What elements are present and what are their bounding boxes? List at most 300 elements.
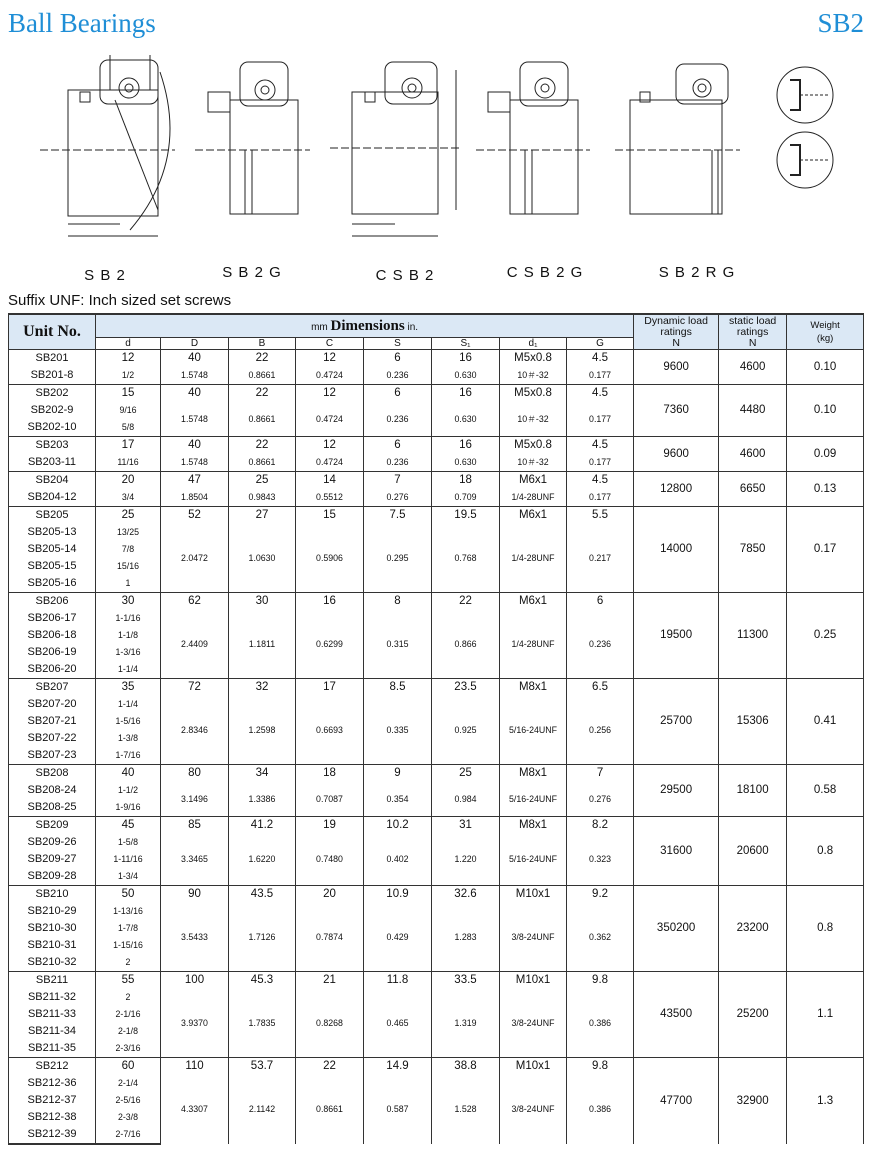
dim-d-inch: 2.8346 — [161, 696, 229, 765]
dynamic-load-value: 29500 — [634, 765, 719, 817]
dim-s1-inch: 0.630 — [432, 367, 500, 385]
dim-b-mm: 53.7 — [229, 1058, 296, 1076]
dim-s-mm: 7.5 — [364, 507, 432, 525]
dim-d-mm: 40 — [161, 437, 229, 455]
dim-s1-mm: 33.5 — [432, 972, 500, 990]
weight-value: 0.58 — [787, 765, 864, 817]
dim-d-inch: 1.5748 — [161, 402, 229, 437]
dim-s1-inch: 1.220 — [432, 834, 500, 886]
static-load-value: 20600 — [719, 817, 787, 886]
unit-number: SB212 — [9, 1058, 96, 1076]
bore-inch: 1-1/8 — [96, 627, 161, 644]
dynamic-load-value: 31600 — [634, 817, 719, 886]
bore-inch: 5/8 — [96, 419, 161, 437]
unit-number: SB211 — [9, 972, 96, 990]
unit-number: SB203-11 — [9, 454, 96, 472]
bore-inch: 1-11/16 — [96, 851, 161, 868]
dim-ds-mm: M6x1 — [500, 472, 567, 490]
dim-d-mm: 110 — [161, 1058, 229, 1076]
dynamic-load-value: 7360 — [634, 385, 719, 437]
dim-b-mm: 22 — [229, 385, 296, 403]
dim-d-inch: 4.3307 — [161, 1075, 229, 1144]
unit-number: SB201-8 — [9, 367, 96, 385]
table-row — [9, 765, 864, 783]
dim-d-mm: 47 — [161, 472, 229, 490]
static-load-value: 4600 — [719, 350, 787, 385]
dynamic-load-value: 25700 — [634, 679, 719, 765]
dim-s-inch: 0.587 — [364, 1075, 432, 1144]
static-load-value: 11300 — [719, 593, 787, 679]
dim-b-mm: 32 — [229, 679, 296, 697]
bore-inch: 1-13/16 — [96, 903, 161, 920]
unit-number: SB208 — [9, 765, 96, 783]
dim-d-mm: 80 — [161, 765, 229, 783]
dim-d-inch: 2.0472 — [161, 524, 229, 593]
dim-s-mm: 10.9 — [364, 886, 432, 904]
weight-value: 1.1 — [787, 972, 864, 1058]
dynamic-load-header: Dynamic load ratings N — [634, 314, 719, 350]
dim-g-mm: 5.5 — [567, 507, 634, 525]
dim-c-mm: 14 — [296, 472, 364, 490]
bore-inch: 7/8 — [96, 541, 161, 558]
dim-s-inch: 0.335 — [364, 696, 432, 765]
dim-s1-mm: 25 — [432, 765, 500, 783]
weight-value: 0.25 — [787, 593, 864, 679]
dim-c-inch: 0.5512 — [296, 489, 364, 507]
bore-inch: 1-7/8 — [96, 920, 161, 937]
weight-value: 1.3 — [787, 1058, 864, 1145]
dim-g-mm: 4.5 — [567, 350, 634, 368]
bore-inch: 1-5/16 — [96, 713, 161, 730]
dim-s1-inch: 0.984 — [432, 782, 500, 817]
series-code: SB2 — [817, 8, 864, 38]
dim-g-inch: 0.177 — [567, 454, 634, 472]
dim-s1-mm: 19.5 — [432, 507, 500, 525]
dim-d-inch: 2.4409 — [161, 610, 229, 679]
dim-ds-inch: 10＃-32 — [500, 454, 567, 472]
dim-g-inch: 0.386 — [567, 1075, 634, 1144]
bore-inch: 2-1/16 — [96, 1006, 161, 1023]
dim-d-mm: 40 — [161, 385, 229, 403]
dim-s1-inch: 1.283 — [432, 903, 500, 972]
dim-c-inch: 0.7874 — [296, 903, 364, 972]
bore-inch: 2 — [96, 989, 161, 1006]
static-load-value: 23200 — [719, 886, 787, 972]
unit-number: SB211-32 — [9, 989, 96, 1006]
dim-ds-mm: M6x1 — [500, 507, 567, 525]
unit-number: SB201 — [9, 350, 96, 368]
dynamic-load-value: 12800 — [634, 472, 719, 507]
dim-ds-mm: M10x1 — [500, 886, 567, 904]
dim-ds-mm: M5x0.8 — [500, 350, 567, 368]
dimensions-header — [96, 314, 634, 338]
dim-s1-mm: 38.8 — [432, 1058, 500, 1076]
table-row — [9, 679, 864, 697]
dim-ds-mm: M5x0.8 — [500, 385, 567, 403]
drawing-label-sb2g: S B 2 G — [222, 264, 282, 281]
dim-c-mm: 20 — [296, 886, 364, 904]
weight-header: Weight (kg) — [787, 314, 864, 350]
dynamic-load-value: 14000 — [634, 507, 719, 593]
dim-s1-inch: 0.709 — [432, 489, 500, 507]
dim-b-inch: 1.7126 — [229, 903, 296, 972]
page-title: Ball Bearings — [8, 8, 156, 38]
unit-number: SB204-12 — [9, 489, 96, 507]
dim-c-inch: 0.7087 — [296, 782, 364, 817]
csb2-drawing — [330, 62, 460, 236]
sb2rg-drawing — [615, 64, 740, 214]
csb2g-drawing — [476, 62, 590, 214]
dim-c-inch: 0.4724 — [296, 454, 364, 472]
dim-d-mm: 40 — [161, 350, 229, 368]
bore-mm: 40 — [96, 765, 161, 783]
bore-mm: 12 — [96, 350, 161, 368]
table-row — [9, 385, 864, 403]
dim-c-mm: 21 — [296, 972, 364, 990]
bore-inch: 9/16 — [96, 402, 161, 419]
bore-inch: 1-1/2 — [96, 782, 161, 799]
dim-d-mm: 72 — [161, 679, 229, 697]
dim-s-mm: 7 — [364, 472, 432, 490]
dynamic-load-value: 9600 — [634, 437, 719, 472]
bore-inch: 1-9/16 — [96, 799, 161, 817]
bore-inch: 1-1/4 — [96, 661, 161, 679]
dim-s-mm: 9 — [364, 765, 432, 783]
unit-number: SB205-16 — [9, 575, 96, 593]
col-d: d — [96, 338, 161, 350]
dim-ds-mm: M6x1 — [500, 593, 567, 611]
unit-number: SB207-20 — [9, 696, 96, 713]
dim-g-inch: 0.256 — [567, 696, 634, 765]
dim-d-inch: 3.3465 — [161, 834, 229, 886]
static-load-value: 7850 — [719, 507, 787, 593]
dim-s1-mm: 16 — [432, 437, 500, 455]
bore-inch: 2-1/8 — [96, 1023, 161, 1040]
dim-g-inch: 0.177 — [567, 489, 634, 507]
weight-value: 0.41 — [787, 679, 864, 765]
dim-b-inch: 0.9843 — [229, 489, 296, 507]
weight-value: 0.10 — [787, 385, 864, 437]
unit-number: SB210-29 — [9, 903, 96, 920]
dim-ds-inch: 3/8-24UNF — [500, 1075, 567, 1144]
bore-inch: 1-3/4 — [96, 868, 161, 886]
bore-mm: 25 — [96, 507, 161, 525]
dim-g-mm: 9.8 — [567, 972, 634, 990]
dim-s-mm: 14.9 — [364, 1058, 432, 1076]
weight-value: 0.8 — [787, 817, 864, 886]
dim-g-inch: 0.323 — [567, 834, 634, 886]
dim-g-inch: 0.236 — [567, 610, 634, 679]
table-row — [9, 1058, 864, 1076]
drawing-label-csb2: C S B 2 — [375, 267, 435, 284]
dynamic-load-value: 43500 — [634, 972, 719, 1058]
dim-b-mm: 41.2 — [229, 817, 296, 835]
dim-g-mm: 6 — [567, 593, 634, 611]
dim-b-inch: 1.2598 — [229, 696, 296, 765]
dynamic-load-value: 47700 — [634, 1058, 719, 1145]
dim-g-mm: 4.5 — [567, 472, 634, 490]
dim-ds-inch: 1/4-28UNF — [500, 610, 567, 679]
dim-c-mm: 12 — [296, 437, 364, 455]
dim-s-inch: 0.315 — [364, 610, 432, 679]
bore-mm: 50 — [96, 886, 161, 904]
dim-c-mm: 15 — [296, 507, 364, 525]
dim-s-mm: 6 — [364, 385, 432, 403]
dim-d-inch: 1.8504 — [161, 489, 229, 507]
dim-g-mm: 9.8 — [567, 1058, 634, 1076]
dim-c-inch: 0.8661 — [296, 1075, 364, 1144]
bore-inch: 1-1/16 — [96, 610, 161, 627]
drawing-label-sb2rg: S B 2 R G — [658, 264, 736, 281]
dim-s1-inch: 0.768 — [432, 524, 500, 593]
unit-number: SB212-39 — [9, 1126, 96, 1144]
dim-c-inch: 0.4724 — [296, 402, 364, 437]
dim-g-inch: 0.177 — [567, 367, 634, 385]
unit-number: SB206-18 — [9, 627, 96, 644]
bore-mm: 35 — [96, 679, 161, 697]
col-S: S — [364, 338, 432, 350]
unit-number: SB208-25 — [9, 799, 96, 817]
dynamic-load-value: 19500 — [634, 593, 719, 679]
col-ds: d₁ — [500, 338, 567, 350]
bore-inch: 2-3/16 — [96, 1040, 161, 1058]
dim-s-inch: 0.354 — [364, 782, 432, 817]
dim-s-mm: 11.8 — [364, 972, 432, 990]
dim-s-inch: 0.402 — [364, 834, 432, 886]
unit-number: SB211-34 — [9, 1023, 96, 1040]
bore-inch: 1 — [96, 575, 161, 593]
unit-number: SB207 — [9, 679, 96, 697]
dim-c-mm: 16 — [296, 593, 364, 611]
bore-inch: 1-15/16 — [96, 937, 161, 954]
sb2-drawing — [40, 55, 175, 236]
dim-c-inch: 0.5906 — [296, 524, 364, 593]
dim-ds-mm: M5x0.8 — [500, 437, 567, 455]
dim-s1-mm: 23.5 — [432, 679, 500, 697]
bore-mm: 20 — [96, 472, 161, 490]
bore-inch: 15/16 — [96, 558, 161, 575]
dim-s-inch: 0.236 — [364, 454, 432, 472]
dim-s1-mm: 16 — [432, 350, 500, 368]
table-row — [9, 817, 864, 835]
unit-number: SB204 — [9, 472, 96, 490]
dim-b-mm: 22 — [229, 350, 296, 368]
unit-number: SB206-19 — [9, 644, 96, 661]
table-row — [9, 886, 864, 904]
unit-number: SB209-27 — [9, 851, 96, 868]
dim-b-inch: 1.7835 — [229, 989, 296, 1058]
dim-s1-inch: 0.630 — [432, 402, 500, 437]
bore-mm: 30 — [96, 593, 161, 611]
unit-number: SB202 — [9, 385, 96, 403]
dim-c-mm: 12 — [296, 385, 364, 403]
dim-ds-mm: M10x1 — [500, 972, 567, 990]
dim-d-inch: 3.9370 — [161, 989, 229, 1058]
bore-inch: 2-5/16 — [96, 1092, 161, 1109]
static-load-value: 18100 — [719, 765, 787, 817]
unit-number: SB209-26 — [9, 834, 96, 851]
dynamic-load-value: 9600 — [634, 350, 719, 385]
dim-d-inch: 1.5748 — [161, 454, 229, 472]
col-G: G — [567, 338, 634, 350]
static-load-header: static load ratings N — [719, 314, 787, 350]
bore-mm: 60 — [96, 1058, 161, 1076]
dim-ds-inch: 5/16-24UNF — [500, 782, 567, 817]
dim-g-inch: 0.362 — [567, 903, 634, 972]
dim-b-mm: 45.3 — [229, 972, 296, 990]
dim-d-mm: 100 — [161, 972, 229, 990]
unit-number: SB205 — [9, 507, 96, 525]
dim-c-mm: 18 — [296, 765, 364, 783]
dim-ds-mm: M8x1 — [500, 817, 567, 835]
unit-number: SB202-9 — [9, 402, 96, 419]
weight-value: 0.13 — [787, 472, 864, 507]
dim-s-inch: 0.429 — [364, 903, 432, 972]
unit-no-header: Unit No. — [9, 314, 96, 350]
unit-number: SB211-35 — [9, 1040, 96, 1058]
dimensions-in-label: in. — [407, 321, 419, 333]
bore-inch: 1/2 — [96, 367, 161, 385]
drawing-label-sb2: S B 2 — [84, 267, 126, 284]
dim-s1-inch: 0.925 — [432, 696, 500, 765]
bore-inch: 11/16 — [96, 454, 161, 472]
static-load-value: 4600 — [719, 437, 787, 472]
unit-number: SB206-20 — [9, 661, 96, 679]
dim-ds-inch: 1/4-28UNF — [500, 524, 567, 593]
unit-number: SB210-31 — [9, 937, 96, 954]
sb2g-drawing — [195, 62, 310, 214]
dim-b-inch: 0.8661 — [229, 402, 296, 437]
dim-b-inch: 1.0630 — [229, 524, 296, 593]
dimensions-title: Dimensions — [330, 317, 405, 334]
unit-number: SB202-10 — [9, 419, 96, 437]
bore-inch: 2-1/4 — [96, 1075, 161, 1092]
dim-ds-mm: M8x1 — [500, 765, 567, 783]
spec-table — [8, 313, 864, 1145]
table-row — [9, 472, 864, 490]
dim-s1-inch: 0.866 — [432, 610, 500, 679]
dim-b-mm: 25 — [229, 472, 296, 490]
static-load-value: 6650 — [719, 472, 787, 507]
bore-inch: 1-3/16 — [96, 644, 161, 661]
dim-s-inch: 0.276 — [364, 489, 432, 507]
weight-value: 0.10 — [787, 350, 864, 385]
table-row — [9, 593, 864, 611]
spec-table-body — [9, 350, 864, 1145]
static-load-value: 25200 — [719, 972, 787, 1058]
dim-g-mm: 4.5 — [567, 385, 634, 403]
dim-s-mm: 6 — [364, 350, 432, 368]
dim-s-inch: 0.236 — [364, 402, 432, 437]
dim-ds-inch: 5/16-24UNF — [500, 696, 567, 765]
dim-d-mm: 52 — [161, 507, 229, 525]
bore-inch: 2-7/16 — [96, 1126, 161, 1144]
dim-d-inch: 3.5433 — [161, 903, 229, 972]
dim-s-mm: 8.5 — [364, 679, 432, 697]
dim-b-inch: 1.6220 — [229, 834, 296, 886]
dim-b-mm: 43.5 — [229, 886, 296, 904]
bore-inch: 2 — [96, 954, 161, 972]
unit-number: SB211-33 — [9, 1006, 96, 1023]
dynamic-load-value: 350200 — [634, 886, 719, 972]
dim-c-mm: 17 — [296, 679, 364, 697]
dim-d-inch: 3.1496 — [161, 782, 229, 817]
dim-ds-inch: 3/8-24UNF — [500, 989, 567, 1058]
dim-c-inch: 0.4724 — [296, 367, 364, 385]
dim-s-mm: 8 — [364, 593, 432, 611]
unit-number: SB208-24 — [9, 782, 96, 799]
unit-number: SB207-22 — [9, 730, 96, 747]
dim-s-inch: 0.295 — [364, 524, 432, 593]
dim-b-mm: 30 — [229, 593, 296, 611]
col-D: D — [161, 338, 229, 350]
dim-g-inch: 0.177 — [567, 402, 634, 437]
suffix-note: Suffix UNF: Inch sized set screws — [8, 292, 232, 309]
dim-g-inch: 0.217 — [567, 524, 634, 593]
bore-inch: 1-5/8 — [96, 834, 161, 851]
dim-s1-mm: 16 — [432, 385, 500, 403]
unit-number: SB205-14 — [9, 541, 96, 558]
bore-mm: 15 — [96, 385, 161, 403]
bore-inch: 3/4 — [96, 489, 161, 507]
unit-number: SB205-15 — [9, 558, 96, 575]
unit-number: SB203 — [9, 437, 96, 455]
seal-detail-icons — [777, 67, 833, 188]
dim-b-mm: 22 — [229, 437, 296, 455]
dim-c-inch: 0.7480 — [296, 834, 364, 886]
dim-s1-inch: 1.319 — [432, 989, 500, 1058]
table-row — [9, 972, 864, 990]
static-load-value: 32900 — [719, 1058, 787, 1145]
unit-number: SB207-23 — [9, 747, 96, 765]
col-C: C — [296, 338, 364, 350]
drawing-label-csb2g: C S B 2 G — [506, 264, 584, 281]
bore-inch: 1-3/8 — [96, 730, 161, 747]
bore-inch: 1-1/4 — [96, 696, 161, 713]
bore-mm: 45 — [96, 817, 161, 835]
dim-s1-mm: 22 — [432, 593, 500, 611]
dim-s1-inch: 0.630 — [432, 454, 500, 472]
dim-s1-mm: 32.6 — [432, 886, 500, 904]
dim-b-mm: 27 — [229, 507, 296, 525]
dim-s-mm: 6 — [364, 437, 432, 455]
dim-b-inch: 1.3386 — [229, 782, 296, 817]
col-B: B — [229, 338, 296, 350]
dim-g-mm: 6.5 — [567, 679, 634, 697]
dim-c-inch: 0.6693 — [296, 696, 364, 765]
dim-b-inch: 0.8661 — [229, 454, 296, 472]
bearing-drawings — [0, 40, 880, 290]
weight-value: 0.09 — [787, 437, 864, 472]
dim-s-inch: 0.465 — [364, 989, 432, 1058]
dim-c-inch: 0.6299 — [296, 610, 364, 679]
dim-s1-mm: 18 — [432, 472, 500, 490]
dim-c-mm: 19 — [296, 817, 364, 835]
weight-value: 0.8 — [787, 886, 864, 972]
dim-s-inch: 0.236 — [364, 367, 432, 385]
dim-ds-inch: 5/16-24UNF — [500, 834, 567, 886]
table-row — [9, 350, 864, 368]
dim-ds-mm: M10x1 — [500, 1058, 567, 1076]
dim-g-mm: 8.2 — [567, 817, 634, 835]
bore-mm: 55 — [96, 972, 161, 990]
unit-number: SB207-21 — [9, 713, 96, 730]
unit-number: SB210 — [9, 886, 96, 904]
dimensions-mm-label: mm — [311, 321, 328, 333]
dim-ds-inch: 10＃-32 — [500, 367, 567, 385]
bore-inch: 13/25 — [96, 524, 161, 541]
dim-b-mm: 34 — [229, 765, 296, 783]
